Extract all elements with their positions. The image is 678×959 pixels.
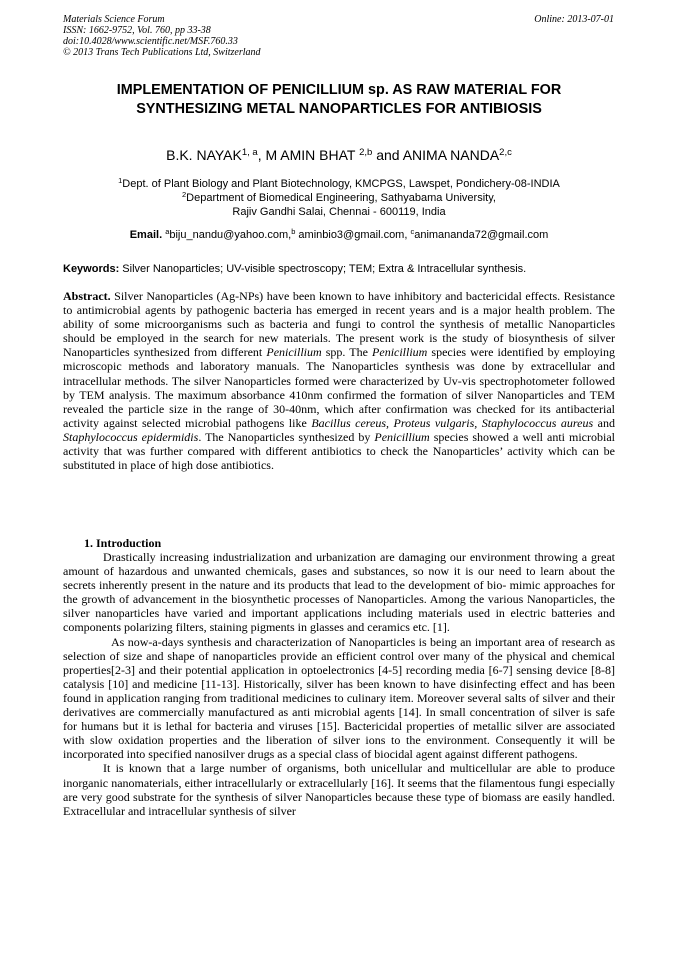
abstract-text: species were identified by employing microscopic methods and laboratory manuals. The Nanoparticles synthesis was done by extracellular and intracellular methods. The silver Nanoparticles formed were characterized by Uv-vis spectrophotometer followed by TEM analysis. The maximum absorbance 410nm confirmed the formation of silver Nanoparticles and TEM revealed the particle size in the range of 30-40nm, which after confirmation was checked for its antibacterial activity against selected microbial pathogens like [63,345,616,430]
author-2: , M AMIN BHAT [257,147,360,163]
affiliations [40,177,638,219]
section-heading-introduction: 1. Introduction [84,536,162,550]
abstract-text: and [593,415,615,430]
paragraph: As now-a-days synthesis and characterization of Nanoparticles is being an important area of research as selection of size and shape of nanoparticles provide an efficient control over many of the physical and chemical properties[2-3] and their potential application in optoelectronics [4-5] recording media [6-7] sensing device [8-8] catalysis [10] and medicine [11-13]. Historically, silver has been known to have disinfecting effect and has been found in application ranging from traditional medicines to culinary item. Moreover several salts of silver and their derivatives are commercially manufactured as anti microbial agents [14]. In small concentration of silver is safe for humans but it is lethal for bacteria and viruses [15]. Bactericidal properties of metallic silver are associated with slow oxidation properties and the liberation of silver ions to the environment. Consequently it will be incorporated into specified nanosilver drugs as a special class of biocidal agent against different pathogens. [63,634,615,762]
affiliation-1 [40,177,638,191]
journal-name: Materials Science Forum [63,14,165,25]
keywords-label: Keywords: [63,263,120,275]
introduction-body [63,550,615,818]
email-2[interactable]: aminbio3@gmail.com, [295,229,411,241]
affiliation-1-sup: 1 [118,175,123,185]
abstract-species: Penicillium [374,429,430,444]
author-1-sup: 1, a [241,146,258,158]
email-3[interactable]: animananda72@gmail.com [414,229,549,241]
abstract-species: Penicillium [372,345,428,360]
keywords [63,262,617,276]
email-sup-a: a [165,226,170,236]
abstract-label: Abstract. [63,289,111,303]
author-list [40,146,638,164]
author-3-sup: 2,c [499,146,512,158]
abstract-text: spp. The [321,345,373,360]
abstract [63,289,615,472]
email-sup-b: b [291,226,296,236]
author-2-sup: 2,b [359,146,373,158]
email-line [40,228,638,242]
journal-header [63,14,261,58]
keywords-text: Silver Nanoparticles; UV-visible spectroscopy; TEM; Extra & Intracellular synthesis. [119,263,527,275]
doi: doi:10.4028/www.scientific.net/MSF.760.33 [63,36,238,47]
affiliation-2-sup: 2 [182,189,187,199]
abstract-species: Staphylococcus epidermidis [63,429,199,444]
paragraph: It is known that a large number of organisms, both unicellular and multicellular are able to produce inorganic nanomaterials, either intracellularly or extracellularly [16]. It seems that the filamentous fungi especially are very good substrate for the synthesis of silver Nanoparticles because these type of biomass are easily handled. Extracellular and intracellular synthesis of silver [63,761,615,818]
author-3: and ANIMA NANDA [372,147,500,163]
paragraph: Drastically increasing industrialization and urbanization are damaging our environment throwing a great amount of hazardous and unwanted chemicals, gases and substances, so now it is our need to learn about the secrets inherently present in the nature and its products that lead to the development of bio- mimic approaches for the growth of advancement in the biosynthetic processes of Nanoparticles. Among the various Nanoparticles, the silver nanoparticles have varied and important applications including materials used in electric batteries and components polarizing filters, staining pigments in glasses and ceramics etc. [1]. [63,550,615,635]
copyright: © 2013 Trans Tech Publications Ltd, Switzerland [63,47,261,58]
affiliation-2 [40,191,638,205]
email-1[interactable]: biju_nandu@yahoo.com, [169,229,292,241]
title-line-2: SYNTHESIZING METAL NANOPARTICLES FOR ANTIBIOSIS [136,101,542,117]
abstract-text: . The Nanoparticles synthesized by [198,429,375,444]
paper-title [40,81,638,119]
abstract-text: species showed a well anti microbial activity that was further compared with different antibiotics to check the Nanoparticles’ activity which can be substituted in place of high dose antibiotics. [63,429,615,473]
abstract-species: Bacillus cereus, Proteus vulgaris, Staphylococcus aureus [311,415,594,430]
email-sup-c: c [410,226,415,236]
issn: ISSN: 1662-9752, Vol. 760, pp 33-38 [63,25,211,36]
author-1: B.K. NAYAK [166,147,242,163]
title-line-1: IMPLEMENTATION OF PENICILLIUM sp. AS RAW MATERIAL FOR [116,82,562,98]
affiliation-2-address: Rajiv Gandhi Salai, Chennai - 600119, India [232,206,446,218]
online-date: Online: 2013-07-01 [534,14,614,25]
email-label: Email. [129,229,166,241]
affiliation-2-text: Department of Biomedical Engineering, Sathyabama University, [186,192,496,204]
affiliation-1-text: Dept. of Plant Biology and Plant Biotechnology, KMCPGS, Lawspet, Pondichery-08-INDIA [122,178,560,190]
abstract-species: Penicillium [266,345,322,360]
abstract-text: Silver Nanoparticles (Ag-NPs) have been known to have inhibitory and bactericidal effects. Resistance to antimicrobial agents by pathogenic bacteria has emerged in recent years and is a major health problem. The ability of some microorganisms such as bacteria and fungi to control the synthesis of metallic Nanoparticles should be employed in the search for new materials. The present work is the study of biosynthesis of silver Nanoparticles synthesized from different [63,289,615,360]
